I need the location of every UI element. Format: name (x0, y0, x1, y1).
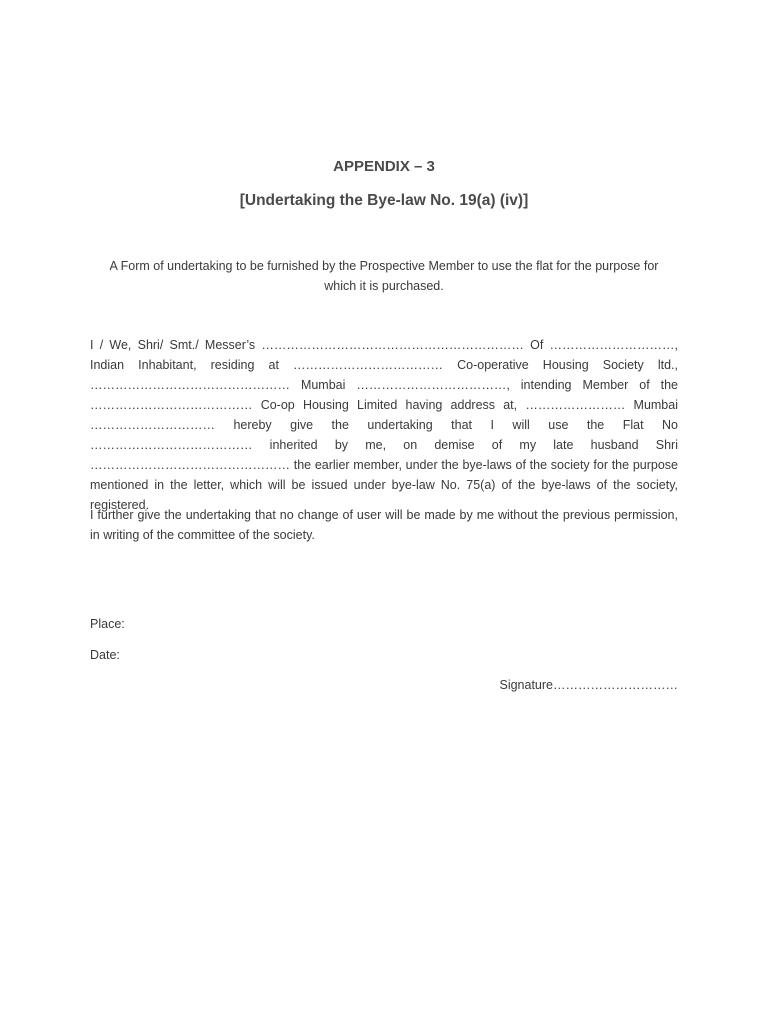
date-label: Date: (90, 648, 120, 662)
undertaking-subtitle: [Undertaking the Bye-law No. 19(a) (iv)] (239, 192, 529, 209)
appendix-title: APPENDIX – 3 (333, 158, 435, 175)
place-label: Place: (90, 617, 125, 631)
no-change-paragraph: I further give the undertaking that no change of user will be made by me without the previous permission, in writing of the committee of the society. (90, 508, 678, 542)
undertaking-paragraph: I / We, Shri/ Smt./ Messer’s ……………………………………………………… Of …………………………, Indian Inhabitant, residing at ……………………………… Co-operative Housing Society ltd., ………………………………………… Mumbai ………………………………, intending Member of the ………………………………… Co-op Housing Limited having address at, …………………… Mumbai ………………………… hereby give the undertaking that I will use the Flat No ………………………………… inherited by me, on demise of my late husband Shri ………………………………………… the earlier member, under the bye-laws of the society for the purpose mentioned in the letter, which will be issued under bye-law No. 75(a) of the bye-laws of the society, registered. (90, 338, 678, 512)
signature-line: Signature………………………… (499, 678, 678, 692)
intro-paragraph: A Form of undertaking to be furnished by the Prospective Member to use the flat for the purpose for which it is purchased. (109, 259, 659, 293)
